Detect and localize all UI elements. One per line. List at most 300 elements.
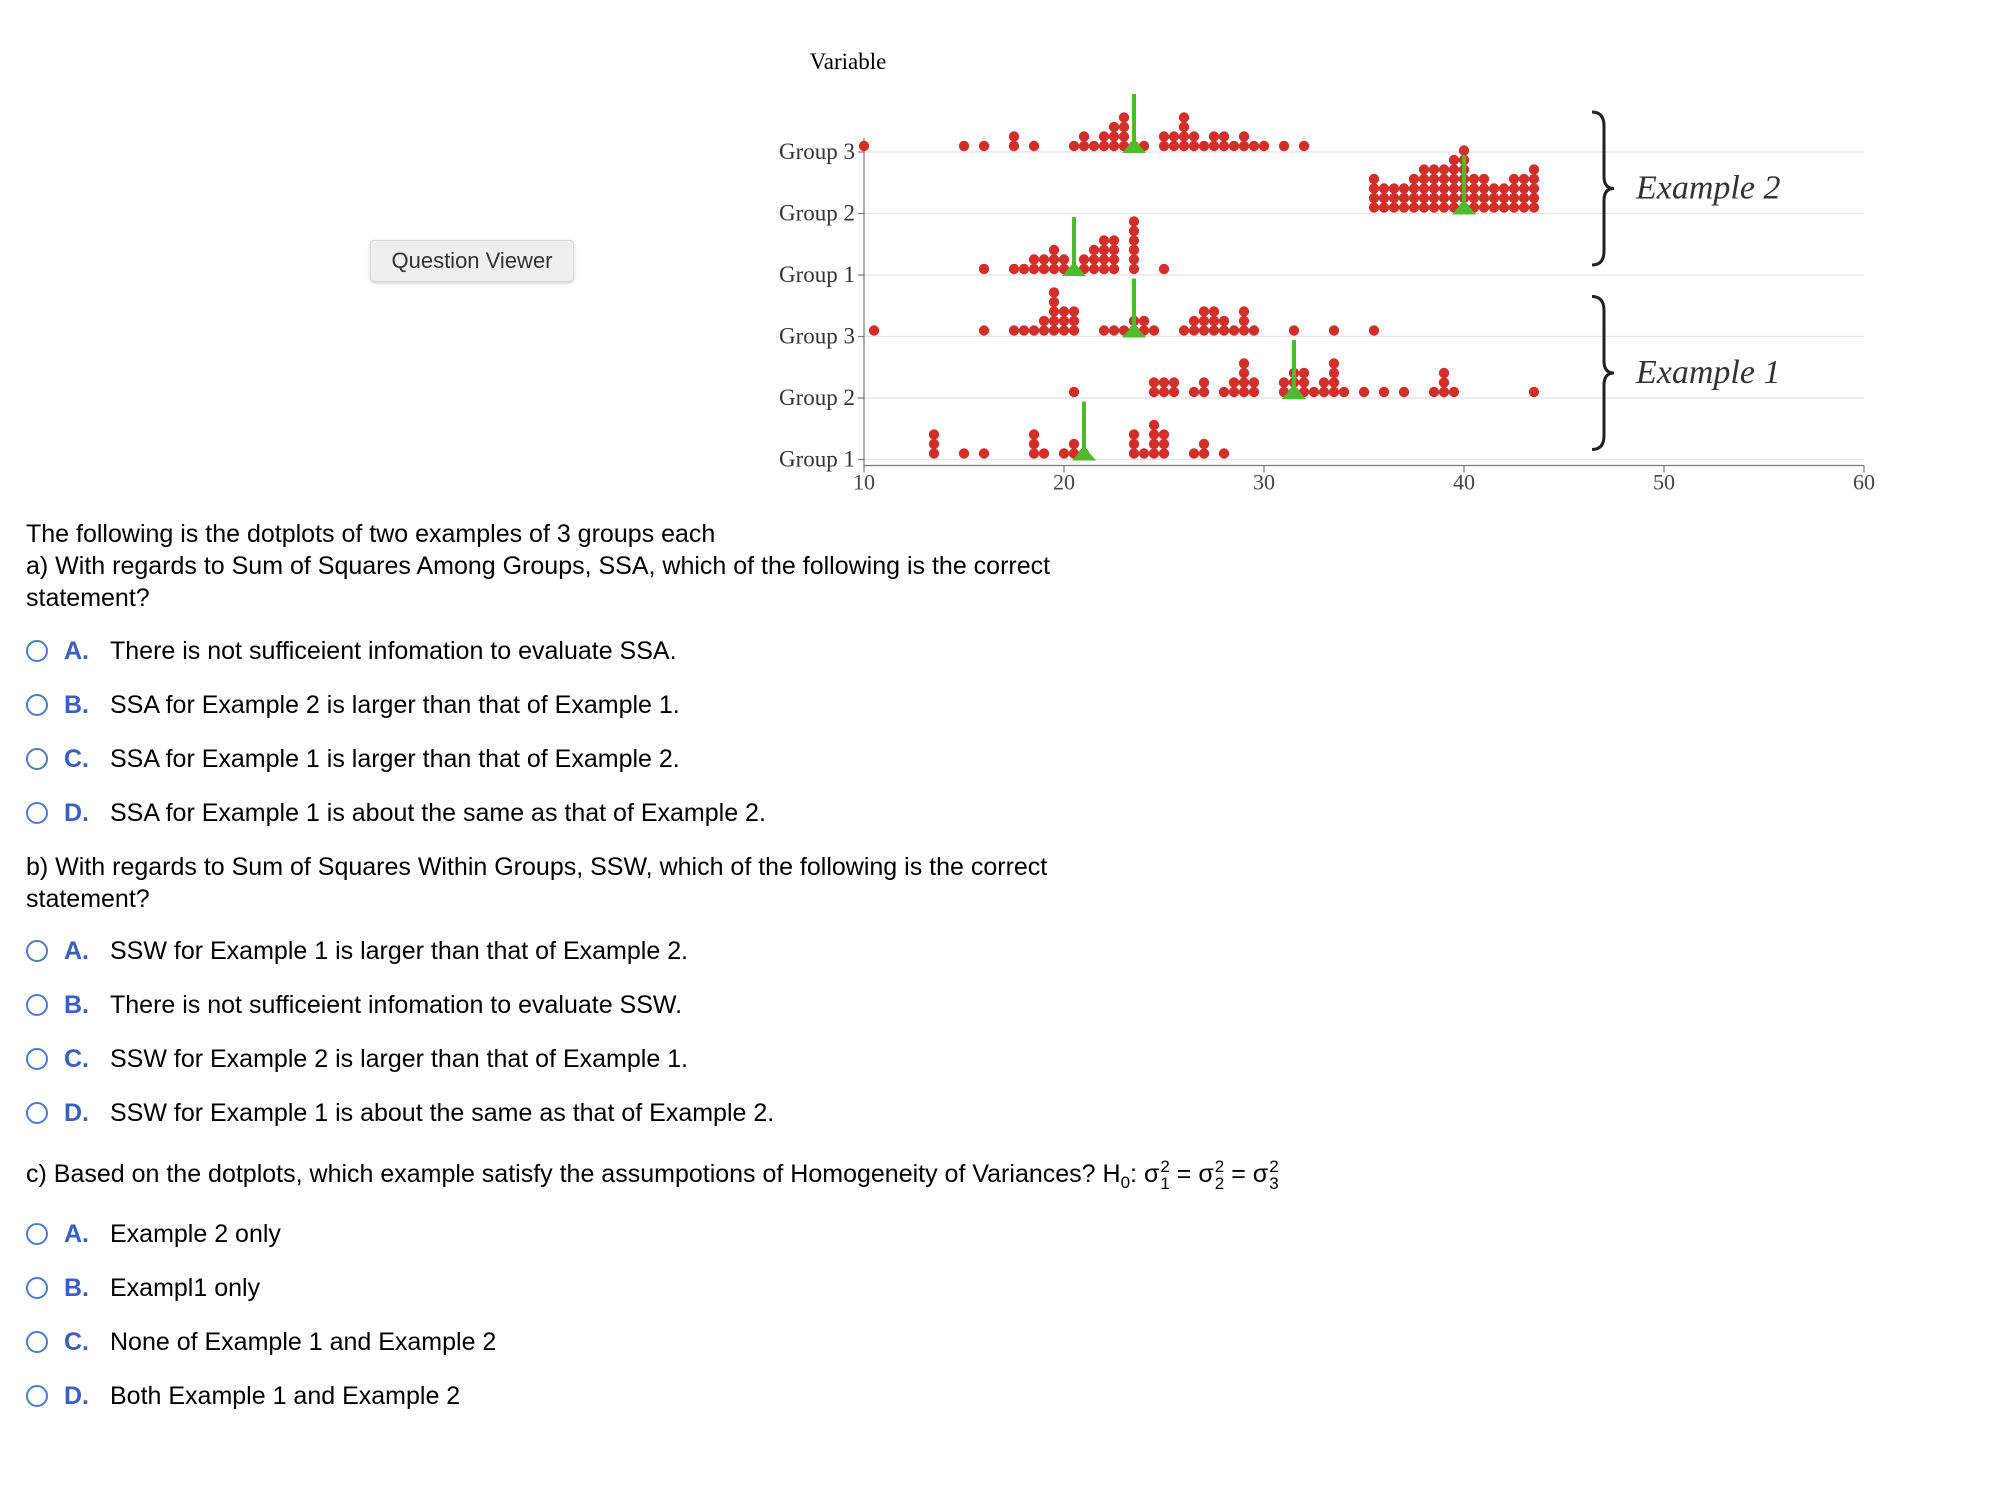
data-dot	[1189, 448, 1199, 458]
data-dot	[1329, 325, 1339, 335]
x-tick-label: 60	[1853, 469, 1875, 495]
data-dot	[1129, 226, 1139, 236]
data-dot	[1239, 368, 1249, 378]
data-dot	[1239, 141, 1249, 151]
option-b-C[interactable]	[26, 1032, 774, 1086]
x-tick-label: 40	[1453, 469, 1475, 495]
option-b-A[interactable]	[26, 924, 774, 978]
data-dot	[1139, 448, 1149, 458]
option-letter: B.	[64, 1273, 89, 1302]
data-dot	[1189, 325, 1199, 335]
data-dot	[1029, 264, 1039, 274]
data-dot	[1299, 368, 1309, 378]
data-dot	[1439, 202, 1449, 212]
data-dot	[1069, 439, 1079, 449]
intro-line-1: The following is the dotplots of two examples of 3 groups each	[26, 520, 716, 548]
data-dot	[1219, 325, 1229, 335]
data-dot	[1049, 316, 1059, 326]
data-dot	[1069, 316, 1079, 326]
data-dot	[1129, 264, 1139, 274]
data-dot	[1399, 193, 1409, 203]
data-dot	[1429, 164, 1439, 174]
data-dot	[1319, 377, 1329, 387]
sigma-2-scripts	[1215, 1158, 1224, 1192]
data-dot	[1099, 254, 1109, 264]
data-dot	[1249, 377, 1259, 387]
data-dot	[929, 448, 939, 458]
data-dot	[1449, 183, 1459, 193]
data-dot	[1149, 448, 1159, 458]
x-tick-label: 30	[1253, 469, 1275, 495]
data-dot	[1229, 377, 1239, 387]
data-dot	[1079, 131, 1089, 141]
data-dot	[1199, 306, 1209, 316]
sup: 2	[1269, 1157, 1279, 1177]
option-a-D[interactable]	[26, 786, 766, 840]
data-dot	[1259, 141, 1269, 151]
data-dot	[1059, 316, 1069, 326]
data-dot	[1239, 131, 1249, 141]
data-dot	[1019, 325, 1029, 335]
data-dot	[1109, 122, 1119, 132]
option-text: SSW for Example 2 is larger than that of Example 1.	[110, 1044, 689, 1073]
option-a-C[interactable]	[26, 732, 766, 786]
data-dot	[1379, 183, 1389, 193]
data-dot	[1059, 254, 1069, 264]
part-a-options	[26, 624, 766, 840]
sup: 2	[1160, 1157, 1170, 1177]
data-dot	[1219, 448, 1229, 458]
data-dot	[1369, 325, 1379, 335]
data-dot	[1179, 325, 1189, 335]
data-dot	[1379, 202, 1389, 212]
data-dot	[1009, 131, 1019, 141]
part-c-prompt	[26, 1158, 1279, 1199]
data-dot	[1169, 377, 1179, 387]
option-c-D[interactable]	[26, 1369, 496, 1423]
data-dot	[1399, 202, 1409, 212]
data-dot	[1099, 264, 1109, 274]
data-dot	[1479, 193, 1489, 203]
data-dot	[1009, 264, 1019, 274]
data-dot	[1109, 325, 1119, 335]
sigma-3-scripts	[1269, 1158, 1278, 1192]
intro-text	[26, 518, 1050, 614]
data-dot	[1209, 131, 1219, 141]
data-dot	[1199, 141, 1209, 151]
data-dot	[1229, 141, 1239, 151]
data-dot	[1499, 193, 1509, 203]
data-dot	[1039, 325, 1049, 335]
data-dot	[1439, 368, 1449, 378]
radio-icon[interactable]	[26, 802, 48, 824]
option-text: SSA for Example 2 is larger than that of Example 1.	[110, 690, 680, 719]
data-dot	[1469, 174, 1479, 184]
data-dot	[1429, 387, 1439, 397]
data-dot	[1049, 306, 1059, 316]
data-dot	[1149, 420, 1159, 430]
data-dot	[1189, 387, 1199, 397]
data-dot	[1439, 387, 1449, 397]
data-dot	[1099, 245, 1109, 255]
data-dot	[1029, 448, 1039, 458]
data-dot	[1189, 316, 1199, 326]
data-dot	[1449, 155, 1459, 165]
data-dot	[1159, 387, 1169, 397]
group-label: Group 1	[778, 446, 855, 472]
data-dot	[1189, 131, 1199, 141]
chart-title: Variable	[809, 49, 887, 74]
data-dot	[1429, 202, 1439, 212]
data-dot	[1529, 387, 1539, 397]
data-dot	[1109, 245, 1119, 255]
radio-icon[interactable]	[26, 1048, 48, 1070]
data-dot	[1159, 377, 1169, 387]
example-bracket	[1592, 297, 1614, 450]
data-dot	[1329, 368, 1339, 378]
data-dot	[1279, 377, 1289, 387]
data-dot	[1109, 141, 1119, 151]
data-dot	[929, 429, 939, 439]
data-dot	[1009, 141, 1019, 151]
data-dot	[1329, 358, 1339, 368]
data-dot	[1529, 202, 1539, 212]
option-letter: A.	[64, 636, 89, 665]
data-dot	[1029, 325, 1039, 335]
data-dot	[1449, 193, 1459, 203]
data-dot	[1159, 439, 1169, 449]
option-c-A[interactable]	[26, 1207, 496, 1261]
data-dot	[1209, 306, 1219, 316]
example-label: Example 2	[1636, 169, 1781, 207]
data-dot	[1449, 164, 1459, 174]
data-dot	[1239, 377, 1249, 387]
data-dot	[1439, 164, 1449, 174]
data-dot	[1129, 254, 1139, 264]
data-dot	[1439, 174, 1449, 184]
data-dot	[1059, 306, 1069, 316]
data-dot	[1249, 325, 1259, 335]
data-dot	[1429, 174, 1439, 184]
data-dot	[1059, 448, 1069, 458]
equals-2: =	[1231, 1160, 1246, 1188]
radio-icon[interactable]	[26, 694, 48, 716]
data-dot	[1239, 387, 1249, 397]
data-dot	[1479, 202, 1489, 212]
data-dot	[859, 141, 869, 151]
option-a-A[interactable]	[26, 624, 766, 678]
sigma-1-scripts	[1160, 1158, 1169, 1192]
data-dot	[1519, 174, 1529, 184]
data-dot	[1379, 193, 1389, 203]
data-dot	[1479, 174, 1489, 184]
data-dot	[1409, 183, 1419, 193]
option-letter: B.	[64, 990, 89, 1019]
data-dot	[1279, 141, 1289, 151]
option-letter: A.	[64, 936, 89, 965]
data-dot	[1219, 316, 1229, 326]
data-dot	[1029, 254, 1039, 264]
data-dot	[1109, 264, 1119, 274]
part-b-prompt	[26, 851, 1047, 915]
data-dot	[1049, 254, 1059, 264]
data-dot	[1199, 316, 1209, 326]
data-dot	[1229, 387, 1239, 397]
data-dot	[1239, 358, 1249, 368]
data-dot	[1159, 141, 1169, 151]
data-dot	[1499, 202, 1509, 212]
data-dot	[1519, 202, 1529, 212]
radio-icon[interactable]	[26, 994, 48, 1016]
data-dot	[1309, 387, 1319, 397]
data-dot	[1079, 141, 1089, 151]
data-dot	[1479, 183, 1489, 193]
data-dot	[1519, 183, 1529, 193]
data-dot	[1369, 183, 1379, 193]
dotplot-chart	[740, 40, 1880, 510]
radio-icon[interactable]	[26, 1331, 48, 1353]
data-dot	[1429, 183, 1439, 193]
data-dot	[1039, 254, 1049, 264]
data-dot	[1409, 193, 1419, 203]
data-dot	[1529, 183, 1539, 193]
sup: 2	[1214, 1157, 1225, 1177]
data-dot	[1149, 429, 1159, 439]
data-dot	[1049, 245, 1059, 255]
data-dot	[1329, 377, 1339, 387]
option-letter: B.	[64, 690, 89, 719]
option-letter: C.	[64, 1327, 89, 1356]
data-dot	[1159, 264, 1169, 274]
radio-icon[interactable]	[26, 1385, 48, 1407]
data-dot	[1089, 264, 1099, 274]
option-text: SSW for Example 1 is larger than that of Example 2.	[110, 936, 689, 965]
option-text: SSW for Example 1 is about the same as that of Example 2.	[110, 1098, 775, 1127]
data-dot	[1049, 325, 1059, 335]
group-label: Group 1	[778, 262, 855, 287]
data-dot	[1039, 316, 1049, 326]
data-dot	[1049, 297, 1059, 307]
option-a-B[interactable]	[26, 678, 766, 732]
data-dot	[1319, 387, 1329, 397]
part-b-line-1: b) With regards to Sum of Squares Within Groups, SSW, which of the following is the correct	[26, 853, 1048, 881]
data-dot	[1239, 325, 1249, 335]
data-dot	[1489, 183, 1499, 193]
data-dot	[1529, 174, 1539, 184]
data-dot	[1289, 325, 1299, 335]
data-dot	[1129, 439, 1139, 449]
data-dot	[1389, 183, 1399, 193]
group-label: Group 3	[778, 323, 855, 349]
data-dot	[1419, 164, 1429, 174]
data-dot	[1099, 325, 1109, 335]
data-dot	[1329, 387, 1339, 397]
data-dot	[1199, 377, 1209, 387]
option-letter: C.	[64, 744, 89, 773]
data-dot	[1089, 141, 1099, 151]
data-dot	[1419, 193, 1429, 203]
intro-line-3: statement?	[26, 584, 150, 612]
example-label: Example 1	[1636, 354, 1781, 391]
option-c-B[interactable]	[26, 1261, 496, 1315]
data-dot	[1209, 316, 1219, 326]
radio-icon[interactable]	[26, 640, 48, 662]
group-label: Group 3	[778, 139, 855, 164]
intro-line-2: a) With regards to Sum of Squares Among Groups, SSA, which of the following is the correct	[26, 552, 1051, 580]
sigma-3: σ	[1252, 1160, 1269, 1188]
data-dot	[1509, 183, 1519, 193]
x-tick-label: 50	[1653, 469, 1675, 495]
data-dot	[1129, 429, 1139, 439]
data-dot	[1119, 131, 1129, 141]
data-dot	[1459, 145, 1469, 155]
option-text: There is not sufficeient infomation to evaluate SSA.	[110, 636, 677, 665]
data-dot	[979, 448, 989, 458]
data-dot	[1149, 439, 1159, 449]
data-dot	[1199, 439, 1209, 449]
data-dot	[1389, 193, 1399, 203]
data-dot	[1109, 131, 1119, 141]
example-bracket	[1592, 112, 1614, 265]
data-dot	[1419, 174, 1429, 184]
radio-icon[interactable]	[26, 940, 48, 962]
data-dot	[1419, 183, 1429, 193]
sigma-1: σ	[1143, 1160, 1160, 1188]
colon: :	[1130, 1160, 1137, 1188]
data-dot	[1409, 202, 1419, 212]
equals-1: =	[1176, 1160, 1192, 1188]
data-dot	[1069, 387, 1079, 397]
part-c-options	[26, 1207, 496, 1423]
data-dot	[1069, 325, 1079, 335]
data-dot	[1529, 164, 1539, 174]
radio-icon[interactable]	[26, 1223, 48, 1245]
data-dot	[1469, 193, 1479, 203]
sub: 1	[1160, 1174, 1170, 1194]
data-dot	[1129, 245, 1139, 255]
data-dot	[1359, 387, 1369, 397]
data-dot	[869, 325, 879, 335]
data-dot	[1379, 387, 1389, 397]
option-letter: D.	[64, 798, 89, 827]
option-text: Exampl1 only	[110, 1273, 261, 1302]
option-text: None of Example 1 and Example 2	[110, 1327, 497, 1356]
data-dot	[1469, 183, 1479, 193]
option-letter: A.	[64, 1219, 89, 1248]
data-dot	[1169, 141, 1179, 151]
data-dot	[1139, 316, 1149, 326]
option-text: Example 2 only	[110, 1219, 281, 1248]
data-dot	[1509, 193, 1519, 203]
data-dot	[1089, 245, 1099, 255]
data-dot	[1299, 141, 1309, 151]
data-dot	[1119, 122, 1129, 132]
data-dot	[959, 448, 969, 458]
part-b-options	[26, 924, 774, 1140]
data-dot	[1019, 264, 1029, 274]
data-dot	[1179, 141, 1189, 151]
data-dot	[1399, 387, 1409, 397]
data-dot	[1369, 174, 1379, 184]
data-dot	[1199, 325, 1209, 335]
option-text: Both Example 1 and Example 2	[110, 1381, 461, 1410]
part-c-text: c) Based on the dotplots, which example satisfy the assumpotions of Homogeneity of Variances? H	[26, 1160, 1121, 1188]
part-b-line-2: statement?	[26, 885, 150, 913]
data-dot	[1119, 112, 1129, 122]
data-dot	[1449, 174, 1459, 184]
option-c-C[interactable]	[26, 1315, 496, 1369]
data-dot	[1409, 174, 1419, 184]
data-dot	[1489, 202, 1499, 212]
data-dot	[1169, 387, 1179, 397]
data-dot	[1029, 141, 1039, 151]
option-b-D[interactable]	[26, 1086, 774, 1140]
data-dot	[1249, 387, 1259, 397]
data-dot	[1079, 254, 1089, 264]
data-dot	[1189, 141, 1199, 151]
option-b-B[interactable]	[26, 978, 774, 1032]
data-dot	[1179, 112, 1189, 122]
data-dot	[1039, 448, 1049, 458]
data-dot	[1109, 235, 1119, 245]
data-dot	[1149, 325, 1159, 335]
data-dot	[1179, 131, 1189, 141]
data-dot	[1369, 202, 1379, 212]
data-dot	[1239, 306, 1249, 316]
data-dot	[1159, 131, 1169, 141]
data-dot	[1149, 387, 1159, 397]
sigma-2: σ	[1198, 1160, 1214, 1188]
option-text: SSA for Example 1 is larger than that of Example 2.	[110, 744, 680, 773]
question-viewer-button[interactable]: Question Viewer	[370, 240, 574, 282]
data-dot	[1099, 235, 1109, 245]
data-dot	[1009, 325, 1019, 335]
data-dot	[1099, 131, 1109, 141]
option-text: SSA for Example 1 is about the same as that of Example 2.	[110, 798, 766, 827]
data-dot	[1069, 141, 1079, 151]
data-dot	[1509, 174, 1519, 184]
data-dot	[1049, 264, 1059, 274]
data-dot	[1159, 448, 1169, 458]
data-dot	[1509, 202, 1519, 212]
data-dot	[1519, 193, 1529, 203]
data-dot	[1029, 429, 1039, 439]
data-dot	[979, 141, 989, 151]
data-dot	[1039, 264, 1049, 274]
data-dot	[1339, 387, 1349, 397]
data-dot	[1239, 316, 1249, 326]
data-dot	[1159, 429, 1169, 439]
data-dot	[1049, 287, 1059, 297]
data-dot	[1219, 131, 1229, 141]
data-dot	[1179, 122, 1189, 132]
option-letter: D.	[64, 1098, 89, 1127]
data-dot	[1219, 141, 1229, 151]
data-dot	[1429, 193, 1439, 203]
data-dot	[1249, 141, 1259, 151]
data-dot	[1149, 377, 1159, 387]
data-dot	[1129, 235, 1139, 245]
x-tick-label: 10	[853, 469, 875, 495]
radio-icon[interactable]	[26, 1102, 48, 1124]
radio-icon[interactable]	[26, 748, 48, 770]
radio-icon[interactable]	[26, 1277, 48, 1299]
data-dot	[1129, 216, 1139, 226]
h-subscript: 0	[1120, 1173, 1131, 1192]
data-dot	[1199, 448, 1209, 458]
data-dot	[929, 439, 939, 449]
data-dot	[1439, 193, 1449, 203]
